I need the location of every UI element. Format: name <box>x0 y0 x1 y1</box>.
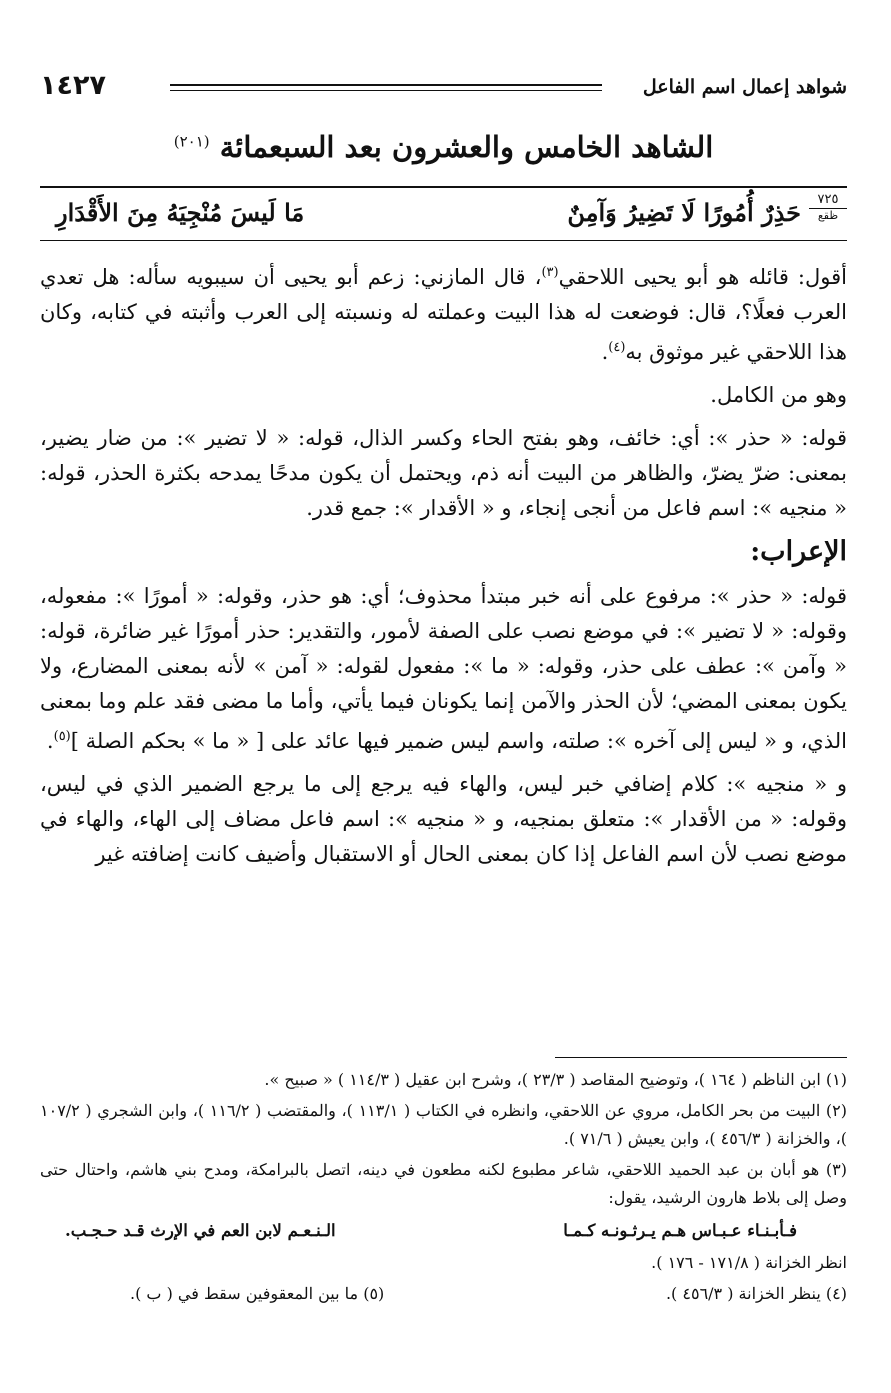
running-head <box>40 70 847 110</box>
verse-meter-code: ظقع <box>817 209 839 222</box>
note-ref: (٣) <box>541 265 559 280</box>
footnote-3-reference: انظر الخزانة ( ١٧١/٨ - ١٧٦ ). <box>651 1253 847 1272</box>
footnote-row <box>40 1280 847 1310</box>
note-ref: (٥) <box>53 729 71 744</box>
paragraph-vocabulary: قوله: « حذر »: أي: خائف، وهو بفتح الحاء وكسر الذال، قوله: « لا تضير »: من ضار يضير، بمعنى: ضرّ يضرّ، والظاهر من البيت أنه ذم، ويحتمل أن يكون مدحًا يمدحه بكثرة الحذر، قوله: « منجيه »: اسم فاعل من أنجى إنجاء، و « الأقدار »: جمع قدر. <box>40 426 847 520</box>
heading-text: الشاهد الخامس والعشرون بعد السبعمائة <box>219 130 714 164</box>
i-rab-heading: الإعراب: <box>750 536 847 567</box>
verse-number-block <box>809 192 847 222</box>
paragraph-text: قوله: « حذر »: مرفوع على أنه خبر مبتدأ محذوف؛ أي: هو حذر، وقوله: « أمورًا »: مفعوله، وقوله: « لا تضير »: في موضع نصب على الصفة لأمور، والتقدير: حذر أمورًا غير ضائرة، قوله: « وآمن »: عطف على حذر، وقوله: « ما »: مفعول لقوله: « آمن » لأنه بمعنى المضارع، ولا يكون بمعنى المضي؛ لأن الحذر والآمن إنما يكونان فيما يأتي، وأما ما مضى فقد علم وما بمعنى الذي، و « ليس إلى آخره »: صلته، واسم ليس ضمير فيها عائد على [ « ما » بحكم الصلة ] <box>40 584 847 753</box>
footnote-5: (٥) ما بين المعقوفين سقط في ( ب ). <box>130 1284 385 1303</box>
footnote-rule <box>555 1057 847 1058</box>
footnote-verse-first: فـأبـنـاء عـبـاس هـم يـرثـونـه كـمـا <box>563 1221 797 1240</box>
paragraph-text: . <box>46 729 54 753</box>
footnote-verse <box>40 1215 847 1249</box>
paragraph-meter: وهو من الكامل. <box>710 383 847 407</box>
paragraph-parsing-cont: و « منجيه »: كلام إضافي خبر ليس، والهاء فيه يرجع إلى ما يرجع الضمير الذي في ليس، وقوله: « من الأقدار »: متعلق بمنجيه، و « منجيه »: اسم فاعل مضاف إلى الهاء، والهاء في موضع نصب لأن اسم الفاعل إذا كان بمعنى الحال أو الاستقبال وأضيف كانت إضافته غير <box>40 772 847 866</box>
footnote-verse-second: الـنـعـم لابن العم في الإرث قـد حـجـب. <box>65 1221 336 1240</box>
paragraph-text: ، قال المازني: زعم أبو يحيى أن سيبويه سأله: هل تعدي العرب فعلًا؟، قال: فوضعت له هذا البيت وعملته له ونسبته إلى العرب وأثبته في كتابه، وكان هذا اللاحقي غير موثوق به <box>40 265 847 364</box>
section-heading <box>40 130 847 164</box>
note-ref: (٤) <box>608 340 626 355</box>
main-text <box>40 255 847 880</box>
verse-box <box>40 186 847 241</box>
page-number: ١٤٢٧ <box>40 70 106 101</box>
footnotes <box>40 1066 847 1310</box>
heading-note-ref: (٢٠١) <box>173 132 210 151</box>
verse-number: ٧٢٥ <box>809 192 847 209</box>
footnote-1: (١) ابن الناظم ( ١٦٤ )، وتوضيح المقاصد ( ٢٣/٣ )، وشرح ابن عقيل ( ١١٤/٣ ) « صبيح ». <box>264 1070 847 1089</box>
footnote-2: (٢) البيت من بحر الكامل، مروي عن اللاحقي، وانظره في الكتاب ( ١١٣/١ )، والمقتضب ( ١١٦/٢ )، وابن الشجري ( ١٠٧/٢ )، والخزانة ( ٤٥٦/٣ )، وابن يعيش ( ٧١/٦ ). <box>40 1101 848 1148</box>
footnote-4: (٤) ينظر الخزانة ( ٤٥٦/٣ ). <box>665 1284 847 1303</box>
paragraph-parsing <box>40 579 847 759</box>
verse-hemistich-first: حَذِرٌ أُمُورًا لَا تَضِيرُ وَآمِنٌ <box>567 198 801 227</box>
running-head-title: شواهد إعمال اسم الفاعل <box>642 76 847 98</box>
paragraph-text: . <box>601 340 609 364</box>
verse-hemistich-second: مَا لَيسَ مُنْجِيَهُ مِنَ الأَقْدَارِ <box>56 198 305 227</box>
paragraph-attribution <box>40 255 847 370</box>
footnote-3: (٣) هو أبان بن عبد الحميد اللاحقي، شاعر مطبوع لكنه مطعون في دينه، اتصل بالبرامكة، ومدح بني هاشم، واحتال حتى وصل إلى بلاط هارون الرشيد، يقول: <box>40 1160 847 1207</box>
paragraph-text: أقول: قائله هو أبو يحيى اللاحقي <box>558 265 847 289</box>
running-head-rule <box>170 84 602 91</box>
